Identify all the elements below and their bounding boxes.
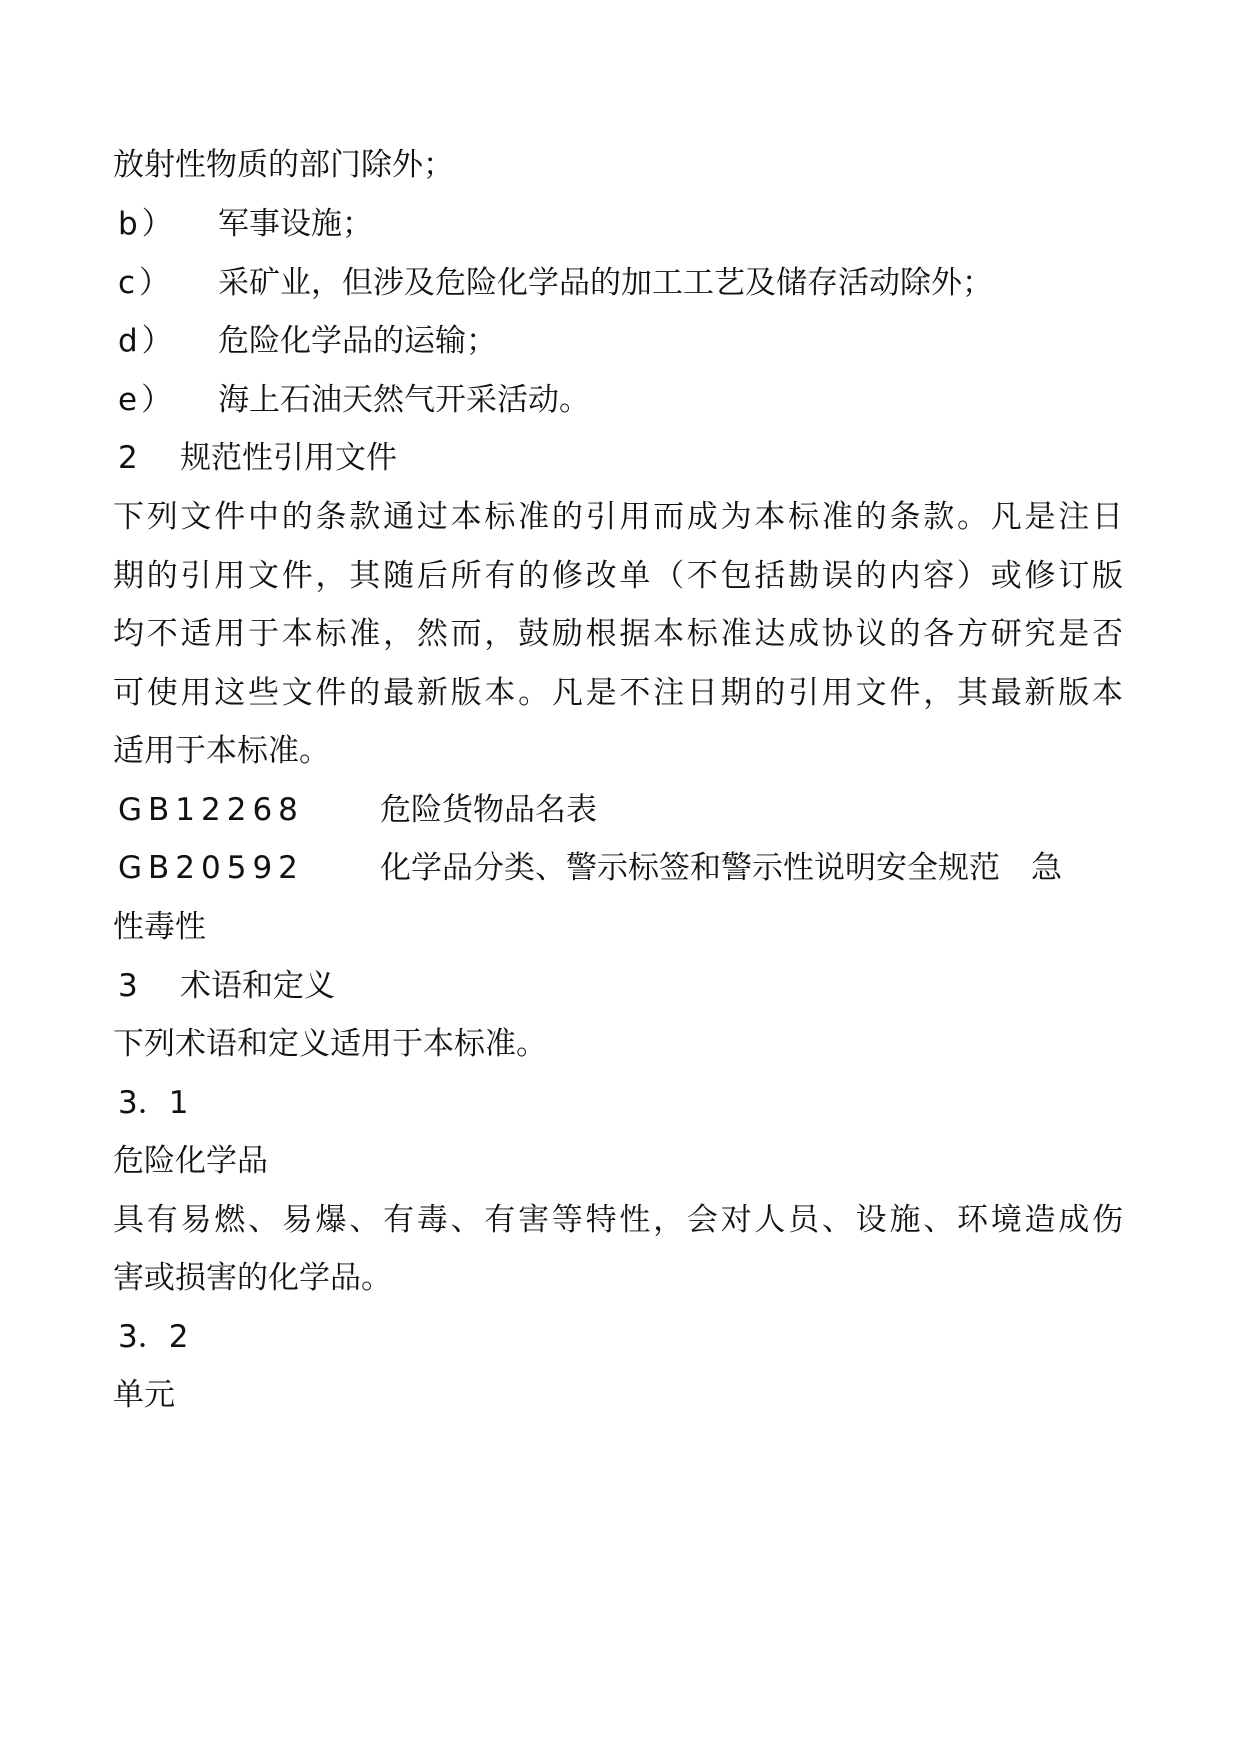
paragraph-line: 下列文件中的条款通过本标准的引用而成为本标准的条款。凡是注日: [113, 499, 1123, 535]
list-text: 军事设施；: [218, 206, 373, 242]
reference-code: GB20592: [118, 850, 304, 886]
list-text: 危险化学品的运输；: [218, 323, 497, 359]
list-item-e: [118, 380, 1128, 420]
paragraph-line: 下列术语和定义适用于本标准。: [113, 1026, 547, 1062]
list-text: 海上石油天然气开采活动。: [218, 382, 590, 418]
list-text: 采矿业，但涉及危险化学品的加工工艺及储存活动除外；: [218, 265, 993, 301]
list-label: c）: [118, 265, 175, 301]
reference-code: GB12268: [118, 792, 304, 828]
term-title: 单元: [113, 1377, 175, 1413]
clause-number: 3．2: [118, 1319, 189, 1355]
reference-item: [118, 790, 1128, 830]
paragraph-line: 放射性物质的部门除外；: [113, 147, 454, 183]
section-title: 术语和定义: [180, 968, 335, 1004]
paragraph-line: 性毒性: [113, 909, 206, 945]
section-number: 3: [118, 968, 138, 1004]
paragraph-line: 适用于本标准。: [113, 733, 330, 769]
reference-item: [118, 848, 1123, 888]
paragraph-line: 期的引用文件，其随后所有的修改单（不包括勘误的内容）或修订版: [113, 558, 1123, 594]
list-label: b）: [118, 206, 177, 242]
list-item-d: [118, 321, 1128, 361]
list-label: d）: [118, 323, 177, 359]
reference-title: 危险货物品名表: [380, 792, 597, 828]
term-title: 危险化学品: [113, 1143, 268, 1179]
list-label: e）: [118, 382, 177, 418]
section-heading: [118, 966, 1128, 1006]
section-number: 2: [118, 440, 138, 476]
section-title: 规范性引用文件: [180, 440, 397, 476]
list-item-b: [118, 204, 1128, 244]
list-item-c: [118, 263, 1128, 303]
paragraph-line: 害或损害的化学品。: [113, 1260, 392, 1296]
paragraph-line: 均不适用于本标准，然而，鼓励根据本标准达成协议的各方研究是否: [113, 616, 1123, 652]
reference-title: 化学品分类、警示标签和警示性说明安全规范 急: [380, 850, 1062, 886]
paragraph-line: 具有易燃、易爆、有毒、有害等特性，会对人员、设施、环境造成伤: [113, 1202, 1123, 1238]
paragraph-line: 可使用这些文件的最新版本。凡是不注日期的引用文件，其最新版本: [113, 675, 1123, 711]
section-heading: [118, 438, 1128, 478]
clause-number: 3．1: [118, 1085, 189, 1121]
